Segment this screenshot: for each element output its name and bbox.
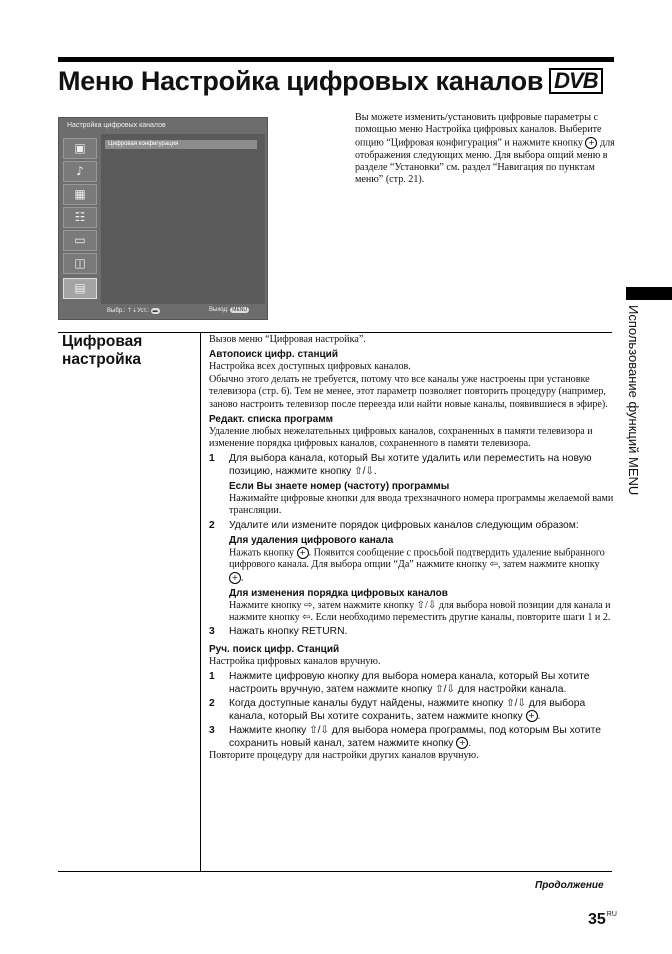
page-number: $35^{RU}$ bbox=[588, 911, 617, 928]
edit-sub-heading-number: Если Вы знаете номер (частоту) программы bbox=[229, 480, 450, 492]
edit-sub-text-number: Нажимайте цифровые кнопки для ввода трехзначного номера программы желаемой вами трансляции. bbox=[229, 492, 614, 517]
menu-chip: MENU bbox=[232, 307, 248, 313]
manual-search-text: Настройка цифровых каналов вручную. bbox=[209, 656, 381, 668]
screen-icon: ▣ bbox=[63, 138, 97, 159]
manual-search-heading: Руч. поиск цифр. Станций bbox=[209, 644, 340, 656]
down-arrow-icon: ⇩ bbox=[517, 697, 526, 709]
section-intro: Вызов меню “Цифровая настройка”. bbox=[209, 334, 366, 345]
ok-button-icon: + bbox=[229, 572, 241, 584]
intro-paragraph: Вы можете изменить/установить цифровые параметры с помощью меню Настройка цифровых каналов. Выберите опцию “Цифровая конфигурация” и нажмите кнопку + для отображения следующих меню. Для выбора опций меню в разделе “Установки” см. раздел “Навигация по пунктам меню” (стр. 21). bbox=[355, 112, 615, 186]
tv-menu-screenshot bbox=[58, 117, 268, 320]
down-arrow-icon: ⇩ bbox=[427, 599, 437, 611]
right-arrow-icon: ⇨ bbox=[304, 599, 313, 611]
ok-button-icon: + bbox=[297, 547, 309, 559]
auto-search-heading: Автопоиск цифр. станций bbox=[209, 349, 338, 361]
up-arrow-icon: ⇧ bbox=[506, 697, 515, 709]
auto-search-text-1: Настройка всех доступных цифровых каналов. bbox=[209, 361, 411, 373]
page-title-text: Меню Настройка цифровых каналов bbox=[58, 66, 544, 96]
manual-step-3: 3 Нажмите кнопку ⇧/⇩ для выбора номера программы, под которым Вы хотите сохранить новый канал, затем нажмите кнопку + . bbox=[209, 724, 601, 749]
edit-step-3: 3 Нажать кнопку RETURN. bbox=[209, 626, 348, 638]
manual-outro: Повторите процедуру для настройки других каналов вручную. bbox=[209, 749, 479, 761]
edit-sub-text-reorder: Нажмите кнопку ⇨, затем нажмите кнопку ⇧/⇩ для выбора новой позиции для канала и нажмите кнопку ⇦. Если необходимо переместить другие каналы, повторите шаги 1 и 2. bbox=[229, 599, 611, 623]
section-body bbox=[209, 334, 614, 762]
tv-menu-pane bbox=[101, 134, 265, 304]
side-tab-marker bbox=[626, 287, 672, 300]
down-arrow-icon: ⇩ bbox=[320, 724, 329, 736]
left-arrow-icon: ⇦ bbox=[302, 611, 311, 623]
dvb-logo: DVB bbox=[549, 68, 602, 94]
up-arrow-icon: ⇧ bbox=[416, 599, 426, 611]
down-arrow-icon: ⇩ bbox=[446, 683, 455, 695]
continued-label: Продолжение bbox=[535, 880, 604, 891]
ok-button-icon: + bbox=[456, 737, 468, 749]
section-bottom-rule bbox=[58, 871, 612, 872]
list-icon: ☷ bbox=[63, 207, 97, 228]
music-icon: ♪ bbox=[63, 161, 97, 182]
dvb-setup-icon: ▤ bbox=[63, 278, 97, 299]
tv-menu-selected-item: Цифровая конфигурация bbox=[105, 140, 257, 149]
page-title bbox=[58, 66, 603, 97]
up-arrow-icon: ⇧ bbox=[435, 683, 444, 695]
edit-sub-heading-delete: Для удаления цифрового канала bbox=[229, 534, 394, 546]
enter-chip-icon: ▬ bbox=[152, 308, 158, 314]
edit-sub-heading-reorder: Для изменения порядка цифровых каналов bbox=[229, 587, 448, 599]
tv-menu-footer-exit: Выход: MENU bbox=[209, 307, 248, 313]
manual-step-1: 1 Нажмите цифровую кнопку для выбора номера канала, который Вы хотите настроить вручную, затем нажмите кнопку ⇧/⇩ для настройки канала. bbox=[209, 670, 590, 695]
tv-set-icon: ▭ bbox=[63, 230, 97, 251]
section-title: Цифровая настройка bbox=[62, 333, 143, 368]
manual-step-2: 2 Когда доступные каналы будут найдены, нажмите кнопку ⇧/⇩ для выбора канала, который Вы хотите сохранить, затем нажмите кнопку + . bbox=[209, 697, 586, 722]
edit-list-heading: Редакт. списка программ bbox=[209, 414, 334, 426]
edit-sub-text-delete: Нажать кнопку + . Появится сообщение с просьбой подтвердить удаление выбранного цифрового канала. Для выбора опции “Да” нажмите кнопку ⇦, затем нажмите кнопку + . bbox=[229, 546, 605, 584]
grid-icon: ▦ bbox=[63, 184, 97, 205]
edit-list-text: Удаление любых нежелательных цифровых каналов, сохраненных в памяти телевизора и изменение порядка цифровых каналов, сохраненного в памяти телевизора. bbox=[209, 426, 593, 450]
edit-step-1: 1 Для выбора канала, который Вы хотите удалить или переместить на новую позицию, нажмите кнопку ⇧/⇩. bbox=[209, 452, 592, 477]
top-rule bbox=[58, 57, 614, 62]
left-arrow-icon: ⇦ bbox=[489, 559, 498, 571]
ok-button-icon: + bbox=[585, 137, 597, 149]
up-arrow-icon: ⇧ bbox=[309, 724, 318, 736]
edit-step-2: 2 Удалите или измените порядок цифровых каналов следующим образом: bbox=[209, 519, 579, 531]
tv-menu-footer-select: Выбр.: ⇡⇣Уст.: ▬ bbox=[107, 308, 158, 314]
ok-button-icon: + bbox=[526, 710, 538, 722]
tv-menu-title: Настройка цифровых каналов bbox=[67, 122, 166, 129]
up-arrow-icon: ⇧ bbox=[354, 465, 363, 477]
auto-search-text-2: Обычно этого делать не требуется, потому что все каналы уже настроены при установке телевизора (стр. 6). Тем не менее, этот параметр позволяет повторить процедуру (например, заново настроить телевизор после переезда или найти новые каналы, появившиеся в эфире). bbox=[209, 373, 608, 410]
satellite-icon: ◫ bbox=[63, 253, 97, 274]
down-arrow-icon: ⇩ bbox=[365, 465, 374, 477]
section-column-rule bbox=[200, 332, 201, 872]
